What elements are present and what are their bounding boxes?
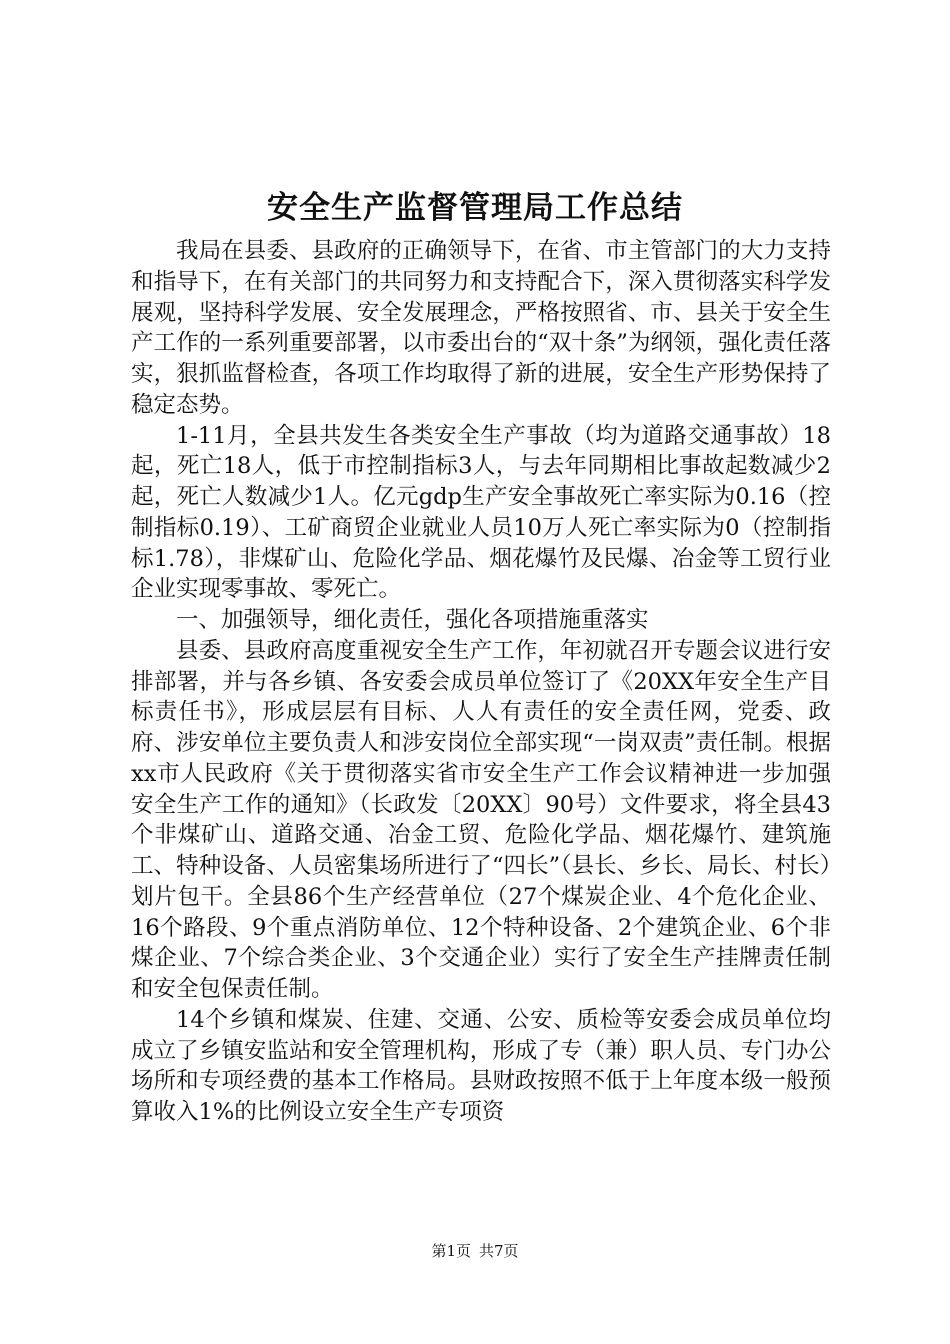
document-body	[131, 236, 831, 1128]
document-title: 安全生产监督管理局工作总结	[267, 190, 683, 226]
paragraph-statistics: 1-11月，全县共发生各类安全生产事故（均为道路交通事故）18起，死亡18人，低于市控制指标3人，与去年同期相比事故起数减少2起，死亡人数减少1人。亿元gdp生产安全事故死亡率实际为0.16（控制指标0.19）、工矿商贸企业就业人员10万人死亡率实际为0（控制指标1.78），非煤矿山、危险化学品、烟花爆竹及民爆、冶金等工贸行业企业实现零事故、零死亡。	[131, 422, 831, 603]
paragraph-intro: 我局在县委、县政府的正确领导下，在省、市主管部门的大力支持和指导下，在有关部门的共同努力和支持配合下，深入贯彻落实科学发展观，坚持科学发展、安全发展理念，严格按照省、市、县关于安全生产工作的一系列重要部署，以市委出台的“双十条”为纲领，强化责任落实，狠抓监督检查，各项工作均取得了新的进展，安全生产形势保持了稳定态势。	[131, 238, 831, 418]
paragraph-leadership: 县委、县政府高度重视安全生产工作，年初就召开专题会议进行安排部署，并与各乡镇、各安委会成员单位签订了《20XX年安全生产目标责任书》，形成层层有目标、人人有责任的安全责任网，党委、政府、涉安单位主要负责人和涉安岗位全部实现“一岗双责”责任制。根据xx市人民政府《关于贯彻落实省市安全生产工作会议精神进一步加强安全生产工作的通知》（长政发〔20XX〕90号）文件要求，将全县43个非煤矿山、道路交通、冶金工贸、危险化学品、烟花爆竹、建筑施工、特种设备、人员密集场所进行了“四长”（县长、乡长、局长、村长）划片包干。全县86个生产经营单位（27个煤炭企业、4个危化企业、16个路段、9个重点消防单位、12个特种设备、2个建筑企业、6个非煤企业、7个综合类企业、3个交通企业）实行了安全生产挂牌责任制和安全包保责任制。	[131, 637, 831, 1002]
section-heading-1: 一、加强领导，细化责任，强化各项措施重落实	[176, 607, 649, 633]
page-number: 第1页	[431, 1242, 471, 1260]
paragraph-organization: 14个乡镇和煤炭、住建、交通、公安、质检等安委会成员单位均成立了乡镇安监站和安全管理机构，形成了专（兼）职人员、专门办公场所和专项经费的基本工作格局。县财政按照不低于上年度本级一般预算收入1%的比例设立安全生产专项资	[131, 1006, 831, 1125]
page-total: 共7页	[479, 1242, 519, 1260]
page-footer	[0, 1241, 950, 1261]
